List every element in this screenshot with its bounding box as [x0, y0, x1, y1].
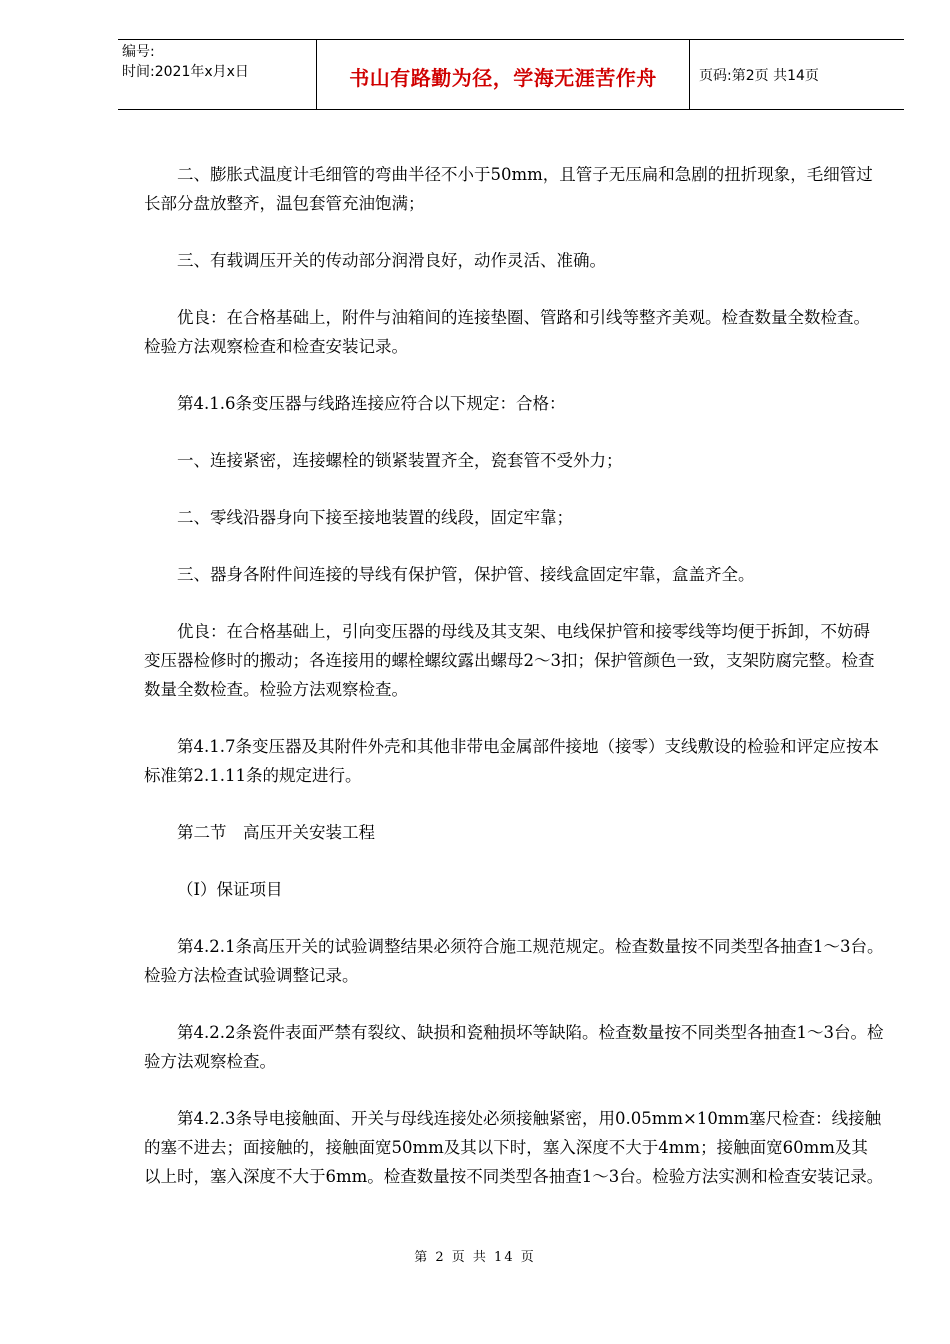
- body-paragraph: 二、膨胀式温度计毛细管的弯曲半径不小于50mm，且管子无压扁和急剧的扭折现象，毛细管过长部分盘放整齐，温包套管充油饱满；: [144, 165, 873, 213]
- body-paragraph: 三、器身各附件间连接的导线有保护管，保护管、接线盒固定牢靠，盒盖齐全。: [177, 565, 755, 584]
- body-paragraph: 优良：在合格基础上，引向变压器的母线及其支架、电线保护管和接零线等均便于拆卸，不妨碍变压器检修时的搬动；各连接用的螺栓螺纹露出螺母2～3扣；保护管颜色一致，支架防腐完整。检查数量全数检查。检验方法观察检查。: [144, 622, 875, 699]
- header-info-cell: [118, 40, 316, 109]
- body-paragraph: 一、连接紧密，连接螺栓的锁紧装置齐全，瓷套管不受外力；: [177, 451, 623, 470]
- page-header: [118, 39, 904, 110]
- document-number-label: 编号:: [122, 44, 155, 60]
- header-page-cell: [689, 40, 904, 109]
- header-motto-cell: [316, 40, 690, 109]
- section-clause-heading: 第4.1.6条变压器与线路连接应符合以下规定：合格：: [177, 394, 566, 413]
- body-paragraph: 二、零线沿器身向下接至接地装置的线段，固定牢靠；: [177, 508, 573, 527]
- page-footer: 第 2 页 共 14 页: [414, 1250, 536, 1265]
- body-paragraph: 第4.2.3条导电接触面、开关与母线连接处必须接触紧密，用0.05mm×10mm塞尺检查：线接触的塞不进去；面接触的，接触面宽50mm及其以下时，塞入深度不大于4mm；接触面宽60mm及其以上时，塞入深度不大于6mm。检查数量按不同类型各抽查1～3台。检验方法实测和检查安装记录。: [144, 1109, 884, 1186]
- header-motto: 书山有路勤为径，学海无涯苦作舟: [349, 66, 657, 90]
- body-paragraph: 第4.1.7条变压器及其附件外壳和其他非带电金属部件接地（接零）支线敷设的检验和评定应按本标准第2.1.11条的规定进行。: [144, 737, 879, 785]
- body-paragraph: 三、有载调压开关的传动部分润滑良好，动作灵活、准确。: [177, 251, 606, 270]
- document-date-label: 时间:2021年x月x日: [122, 64, 249, 80]
- body-paragraph: 第4.2.1条高压开关的试验调整结果必须符合施工规范规定。检查数量按不同类型各抽查1～3台。检验方法检查试验调整记录。: [144, 937, 884, 985]
- header-page-number: 页码:第2页 共14页: [699, 68, 819, 84]
- document-body: [144, 160, 884, 1191]
- subsection-heading: （Ⅰ）保证项目: [177, 880, 283, 899]
- body-paragraph: 优良：在合格基础上，附件与油箱间的连接垫圈、管路和引线等整齐美观。检查数量全数检查。检验方法观察检查和检查安装记录。: [144, 308, 870, 356]
- body-paragraph: 第4.2.2条瓷件表面严禁有裂纹、缺损和瓷釉损坏等缺陷。检查数量按不同类型各抽查1～3台。检验方法观察检查。: [144, 1023, 884, 1071]
- section-heading: 第二节 高压开关安装工程: [177, 823, 375, 842]
